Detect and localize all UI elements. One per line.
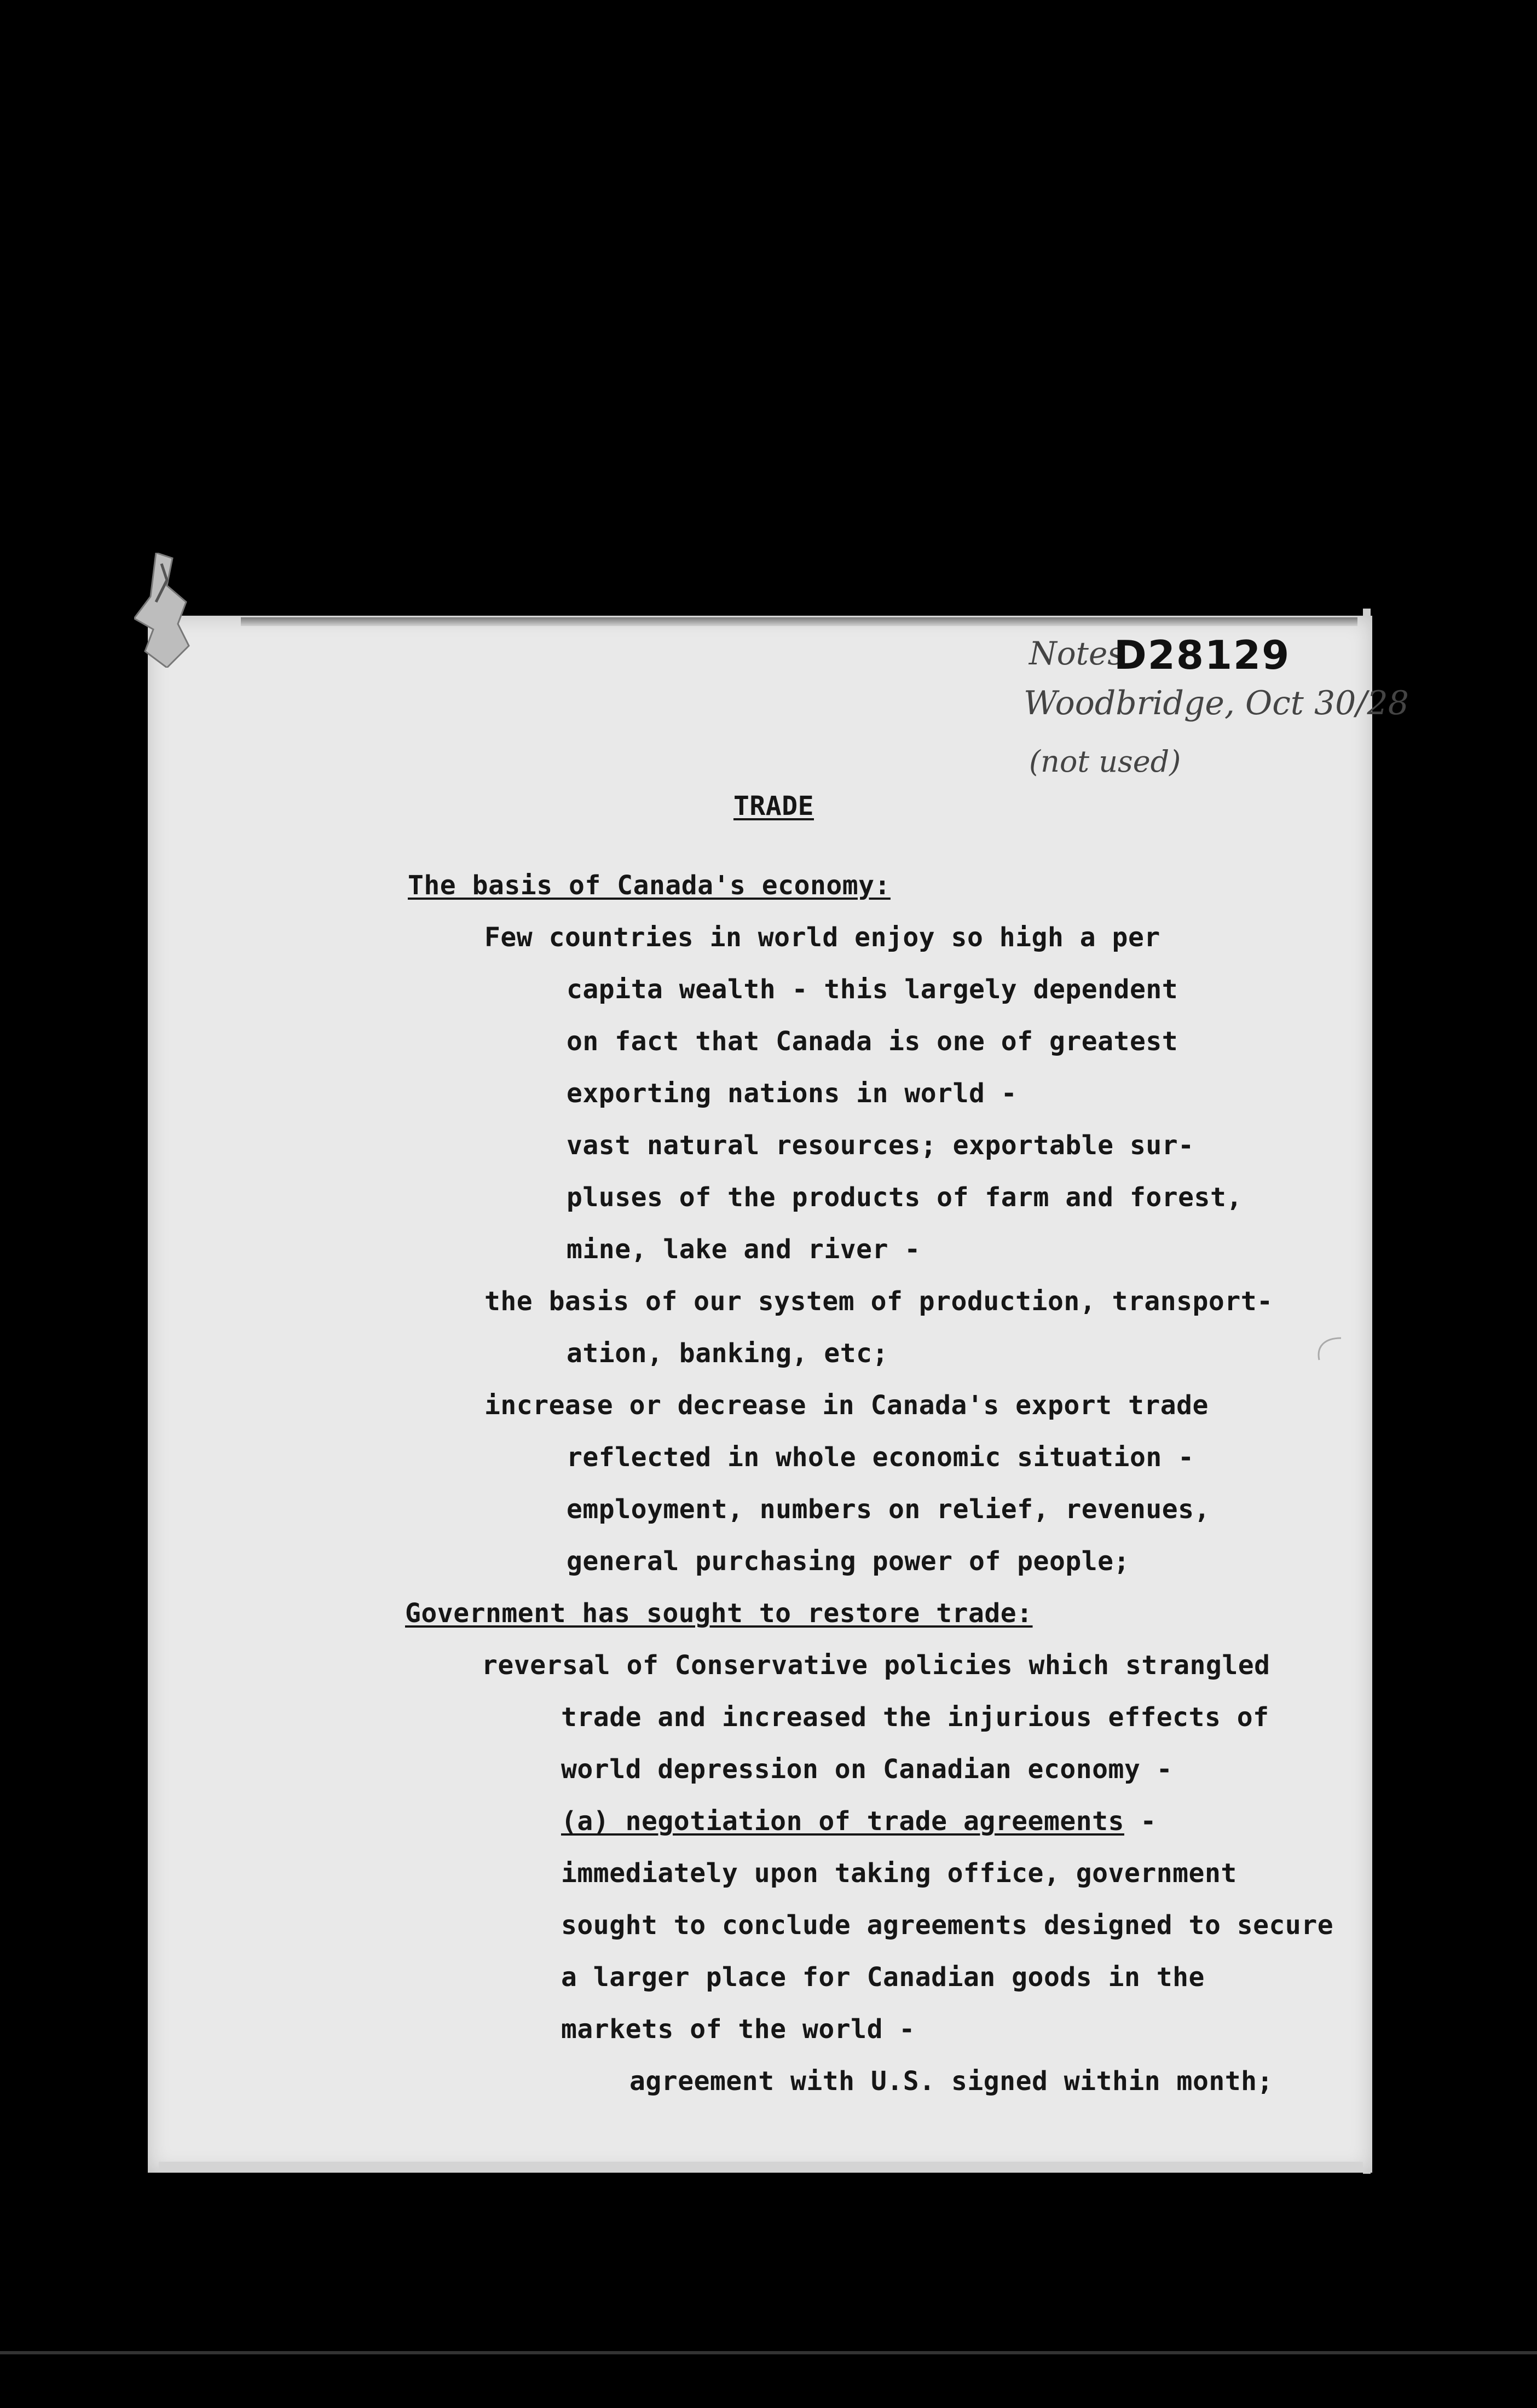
body-line: vast natural resources; exportable sur- — [567, 1130, 1194, 1161]
body-line: reflected in whole economic situation - — [567, 1442, 1194, 1473]
margin-pencil-mark — [1308, 1335, 1347, 1363]
body-line: sought to conclude agreements designed to secure — [561, 1910, 1334, 1941]
section-heading-economy: The basis of Canada's economy: — [408, 870, 891, 901]
torn-staple-corner — [134, 553, 194, 668]
handwritten-status: (not used) — [1029, 744, 1181, 779]
body-line: markets of the world - — [561, 2014, 915, 2045]
subheading-trade-agreements-row — [561, 1806, 1157, 1837]
section-heading-government: Government has sought to restore trade: — [405, 1598, 1033, 1629]
handwritten-notes: Notes — [1029, 635, 1124, 672]
body-line: the basis of our system of production, transport- — [484, 1286, 1273, 1317]
body-line: immediately upon taking office, government — [561, 1858, 1237, 1889]
body-line: increase or decrease in Canada's export trade — [484, 1390, 1209, 1421]
subheading-dash: - — [1124, 1806, 1157, 1837]
body-line: world depression on Canadian economy - — [561, 1754, 1173, 1785]
body-line: employment, numbers on relief, revenues, — [567, 1494, 1210, 1525]
subheading-trade-agreements: (a) negotiation of trade agreements — [561, 1806, 1124, 1837]
document-title: TRADE — [733, 791, 814, 821]
body-line: general purchasing power of people; — [567, 1546, 1130, 1577]
body-line: trade and increased the injurious effects of — [561, 1702, 1269, 1733]
body-line: capita wealth - this largely dependent — [567, 974, 1178, 1005]
paper-edge-bottom — [159, 2162, 1363, 2172]
body-line: on fact that Canada is one of greatest — [567, 1026, 1178, 1057]
body-line: Few countries in world enjoy so high a per — [484, 922, 1160, 953]
body-line: reversal of Conservative policies which strangled — [482, 1650, 1270, 1681]
body-line: mine, lake and river - — [567, 1234, 921, 1265]
film-edge-line — [0, 2351, 1537, 2354]
handwritten-location-date: Woodbridge, Oct 30/28 — [1024, 684, 1409, 722]
paper-top-edge — [241, 617, 1357, 626]
body-line: a larger place for Canadian goods in the — [561, 1962, 1205, 1993]
body-line: exporting nations in world - — [567, 1078, 1018, 1109]
body-line: agreement with U.S. signed within month; — [629, 2066, 1273, 2097]
body-line: pluses of the products of farm and forest, — [567, 1182, 1243, 1213]
body-line: ation, banking, etc; — [567, 1338, 888, 1369]
document-number-stamp: D28129 — [1114, 632, 1291, 678]
